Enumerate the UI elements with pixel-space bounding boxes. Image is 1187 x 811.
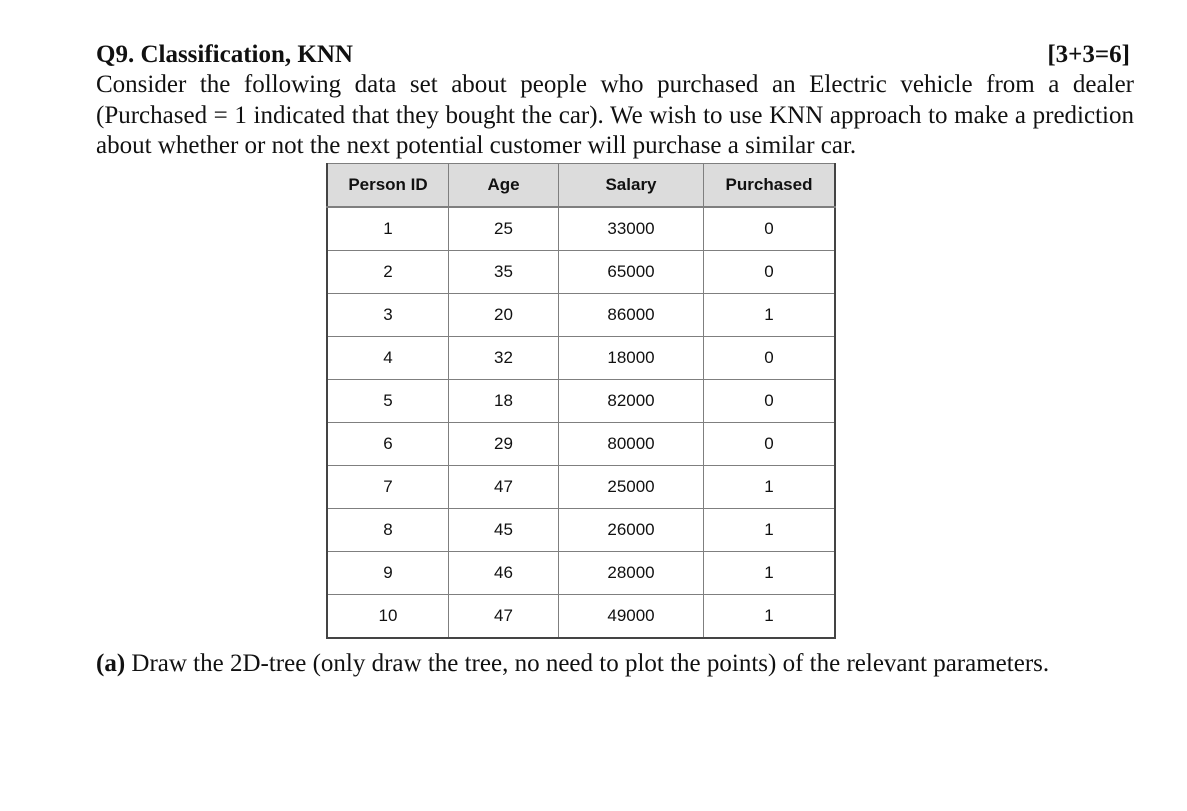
cell-person-id: 1: [327, 207, 449, 251]
question-block: [96, 40, 1134, 162]
cell-salary: 80000: [559, 423, 704, 466]
table-row: [327, 380, 835, 423]
cell-age: 25: [449, 207, 559, 251]
cell-salary: 26000: [559, 509, 704, 552]
cell-person-id: 10: [327, 595, 449, 639]
header-purchased: Purchased: [704, 164, 836, 208]
cell-person-id: 8: [327, 509, 449, 552]
table-row: [327, 595, 835, 639]
cell-person-id: 7: [327, 466, 449, 509]
table-body: [327, 207, 835, 638]
cell-purchased: 0: [704, 207, 836, 251]
cell-salary: 18000: [559, 337, 704, 380]
cell-salary: 28000: [559, 552, 704, 595]
cell-purchased: 0: [704, 380, 836, 423]
part-a-label: (a): [96, 650, 126, 677]
cell-person-id: 4: [327, 337, 449, 380]
table-row: [327, 423, 835, 466]
cell-person-id: 6: [327, 423, 449, 466]
table-row: [327, 466, 835, 509]
cell-salary: 33000: [559, 207, 704, 251]
question-title: Q9. Classification, KNN: [96, 41, 353, 68]
cell-purchased: 0: [704, 423, 836, 466]
part-a-text: Draw the 2D-tree (only draw the tree, no need to plot the points) of the relevant parameters.: [131, 650, 1050, 677]
cell-person-id: 2: [327, 251, 449, 294]
cell-age: 32: [449, 337, 559, 380]
part-a: [96, 649, 1049, 679]
table-header-row: [327, 164, 835, 208]
cell-purchased: 1: [704, 509, 836, 552]
question-marks: [3+3=6]: [1047, 41, 1130, 68]
table-row: [327, 294, 835, 337]
cell-age: 47: [449, 595, 559, 639]
cell-purchased: 0: [704, 251, 836, 294]
question-intro: Consider the following data set about people who purchased an Electric vehicle from a dealer (Purchased = 1 indicated that they bought the car). We wish to use KNN approach to make a prediction about whether or not the next potential customer will purchase a similar car.: [96, 71, 1134, 159]
header-salary: Salary: [559, 164, 704, 208]
cell-salary: 82000: [559, 380, 704, 423]
table-row: [327, 207, 835, 251]
cell-age: 45: [449, 509, 559, 552]
table-row: [327, 509, 835, 552]
cell-person-id: 9: [327, 552, 449, 595]
cell-salary: 65000: [559, 251, 704, 294]
cell-age: 20: [449, 294, 559, 337]
cell-person-id: 3: [327, 294, 449, 337]
table-row: [327, 251, 835, 294]
cell-purchased: 1: [704, 552, 836, 595]
cell-age: 47: [449, 466, 559, 509]
table-row: [327, 337, 835, 380]
cell-salary: 49000: [559, 595, 704, 639]
cell-age: 46: [449, 552, 559, 595]
cell-purchased: 1: [704, 294, 836, 337]
data-table: [326, 163, 836, 639]
cell-salary: 25000: [559, 466, 704, 509]
table-row: [327, 552, 835, 595]
header-age: Age: [449, 164, 559, 208]
cell-age: 35: [449, 251, 559, 294]
cell-age: 29: [449, 423, 559, 466]
cell-purchased: 1: [704, 466, 836, 509]
cell-age: 18: [449, 380, 559, 423]
header-person-id: Person ID: [327, 164, 449, 208]
cell-salary: 86000: [559, 294, 704, 337]
cell-purchased: 1: [704, 595, 836, 639]
cell-purchased: 0: [704, 337, 836, 380]
cell-person-id: 5: [327, 380, 449, 423]
question-header: [96, 40, 1134, 70]
